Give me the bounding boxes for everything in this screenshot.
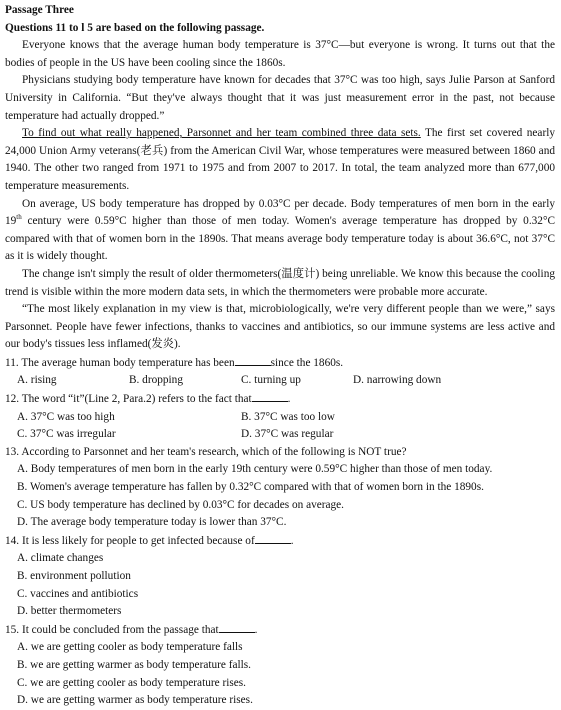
paragraph-4-part-b: century were 0.59°C higher than those of men today. Women's average temperature has dropped by 0.32°C compared with that of women born in the 1890s. That means average body temperature today is about 36.6°C, not 37°C as it is widely thought. (5, 215, 555, 263)
option-a[interactable]: A. 37°C was too high (17, 410, 115, 423)
option-b[interactable]: B. dropping (129, 374, 183, 387)
option-a[interactable]: A. we are getting cooler as body temperature falls (17, 641, 243, 654)
question-stem: 15. It could be concluded from the passage that (5, 623, 219, 636)
question-stem: 14. It is less likely for people to get infected because of (5, 534, 255, 547)
paragraph-3 (5, 125, 555, 195)
option-b[interactable]: B. we are getting warmer as body temperature falls. (17, 658, 252, 671)
question-12-options-row-2 (5, 426, 555, 444)
option-a[interactable]: A. Body temperatures of men born in the early 19th century were 0.59°C higher than those of men today. (17, 463, 493, 476)
question-12 (5, 390, 555, 409)
question-stem-end: . (287, 393, 291, 406)
paragraph-3-rest: The first set covered nearly 24,000 Union Army veterans(老兵) from the American Civil War, whose temperatures were measured between 1860 and 1940. The other two ranged from 1971 to 1975 and from 2007 to 2017. In total, the team analyzed more than 677,000 temperature measurements. (5, 127, 555, 192)
option-a[interactable]: A. rising (17, 374, 57, 387)
answer-blank (255, 532, 291, 544)
superscript-th: th (16, 213, 22, 222)
question-stem-end: . (254, 623, 258, 636)
option-d[interactable]: D. The average body temperature today is lower than 37°C. (17, 516, 287, 529)
paragraph-1: Everyone knows that the average human body temperature is 37°C—but everyone is wrong. It turns out that the bodies of people in the US have been cooling since the 1860s. (5, 39, 555, 69)
underlined-sentence: To find out what really happened, Parsonnet and her team combined three data sets. (22, 127, 421, 140)
paragraph-2: Physicians studying body temperature have known for decades that 37°C was too high, says Julie Parson at Sanford University in California. “But they've always thought that it was just measurement error in the past, not because temperature had actually dropped.” (5, 74, 555, 122)
passage-instructions: Questions 11 to l 5 are based on the following passage. (5, 21, 265, 34)
question-stem-end: since the 1860s. (270, 356, 344, 369)
option-a[interactable]: A. climate changes (17, 552, 104, 565)
option-c[interactable]: C. US body temperature has declined by 0.03°C for decades on average. (17, 498, 345, 511)
option-c[interactable]: C. 37°C was irregular (17, 428, 116, 441)
paragraph-6: “The most likely explanation in my view is that, microbiologically, we're very different people than we were,” says Parsonnet. People have fewer infections, thanks to vaccines and antibiotics, so our immune systems are less active and our body's tissues less inflamed(发炎). (5, 303, 555, 351)
question-13: 13. According to Parsonnet and her team's research, which of the following is NOT true? (5, 445, 407, 458)
question-stem-end: . (290, 534, 294, 547)
answer-blank (252, 390, 288, 402)
paragraph-5: The change isn't simply the result of older thermometers(温度计) being unreliable. We know this because the cooling trend is visible within the more modern data sets, in which the thermometers were probable more accurate. (5, 267, 555, 298)
option-c[interactable]: C. vaccines and antibiotics (17, 587, 139, 600)
answer-blank (235, 354, 271, 366)
option-d[interactable]: D. we are getting warmer as body temperature rises. (17, 694, 253, 707)
question-15 (5, 621, 555, 640)
question-stem: 11. The average human body temperature has been (5, 356, 235, 369)
question-12-options-row-1 (5, 409, 555, 427)
option-c[interactable]: C. we are getting cooler as body temperature rises. (17, 676, 246, 689)
question-11-options (5, 372, 555, 390)
question-14 (5, 532, 555, 551)
option-c[interactable]: C. turning up (241, 374, 301, 387)
question-11 (5, 354, 555, 373)
option-b[interactable]: B. environment pollution (17, 570, 131, 582)
answer-blank (219, 621, 255, 633)
option-b[interactable]: B. 37°C was too low (241, 410, 335, 423)
question-stem: 12. The word “it”(Line 2, Para.2) refers to the fact that (5, 393, 252, 406)
option-d[interactable]: D. narrowing down (353, 374, 442, 387)
option-b[interactable]: B. Women's average temperature has fallen by 0.32°C compared with that of women born in the 1890s. (17, 481, 484, 494)
option-d[interactable]: D. 37°C was regular (241, 428, 334, 441)
passage-heading: Passage Three (5, 4, 74, 16)
option-d[interactable]: D. better thermometers (17, 605, 122, 618)
paragraph-4 (5, 196, 555, 266)
paragraph-4-part-a: On average, US body temperature has dropped by 0.03°C per decade. Body temperatures of men born in the early 19 (5, 197, 555, 228)
